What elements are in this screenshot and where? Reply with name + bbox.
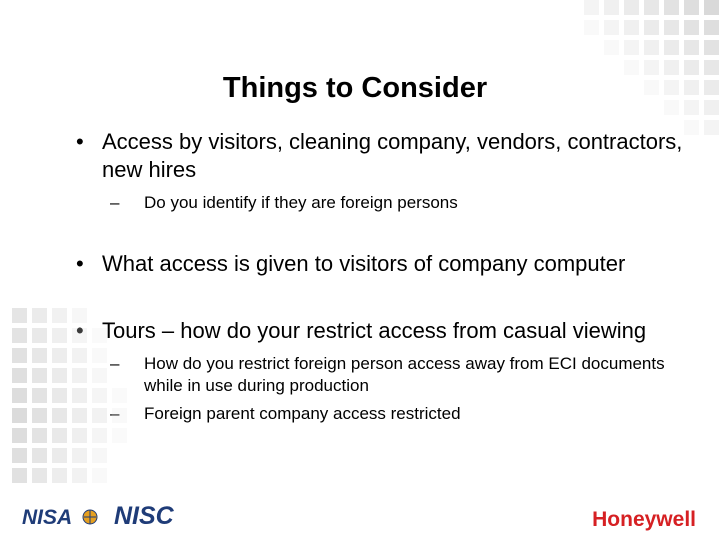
grid-square bbox=[684, 120, 699, 135]
sub-bullet-3-2 bbox=[110, 403, 696, 425]
grid-square bbox=[604, 20, 619, 35]
grid-square bbox=[112, 408, 127, 423]
grid-square bbox=[112, 428, 127, 443]
grid-square bbox=[12, 348, 27, 363]
grid-square bbox=[92, 368, 107, 383]
grid-square bbox=[704, 60, 719, 75]
grid-square bbox=[92, 468, 107, 483]
sub-bullet-marker: – bbox=[110, 404, 120, 423]
grid-square bbox=[52, 468, 67, 483]
grid-square bbox=[72, 388, 87, 403]
bullet-1-text: Access by visitors, cleaning company, vendors, contractors, new hires bbox=[102, 129, 683, 182]
grid-square bbox=[704, 0, 719, 15]
grid-square bbox=[52, 388, 67, 403]
honeywell-logo: Honeywell bbox=[592, 508, 696, 531]
grid-square bbox=[52, 408, 67, 423]
grid-square bbox=[52, 428, 67, 443]
grid-square bbox=[624, 20, 639, 35]
grid-square bbox=[92, 448, 107, 463]
grid-square bbox=[72, 468, 87, 483]
slide-content bbox=[76, 128, 696, 425]
grid-square bbox=[704, 120, 719, 135]
grid-square bbox=[52, 448, 67, 463]
bullet-3 bbox=[76, 317, 696, 345]
grid-square bbox=[664, 40, 679, 55]
grid-square bbox=[12, 368, 27, 383]
sub-bullet-1-1-text: Do you identify if they are foreign persons bbox=[144, 193, 458, 212]
bullet-marker: • bbox=[76, 251, 84, 276]
grid-square bbox=[644, 20, 659, 35]
bullet-marker: • bbox=[76, 129, 84, 154]
grid-square bbox=[112, 388, 127, 403]
grid-square bbox=[32, 368, 47, 383]
bullet-1 bbox=[76, 128, 696, 184]
grid-square bbox=[92, 408, 107, 423]
bullet-2-text: What access is given to visitors of company computer bbox=[102, 251, 626, 276]
grid-square bbox=[72, 308, 87, 323]
grid-square bbox=[52, 308, 67, 323]
grid-square bbox=[644, 0, 659, 15]
grid-square bbox=[52, 368, 67, 383]
grid-square bbox=[624, 60, 639, 75]
grid-square bbox=[32, 388, 47, 403]
grid-square bbox=[72, 408, 87, 423]
sub-bullet-marker: – bbox=[110, 193, 120, 212]
grid-square bbox=[92, 428, 107, 443]
grid-square bbox=[72, 348, 87, 363]
grid-square bbox=[72, 328, 87, 343]
grid-square bbox=[52, 348, 67, 363]
grid-square bbox=[644, 80, 659, 95]
grid-square bbox=[604, 40, 619, 55]
grid-square bbox=[684, 0, 699, 15]
slide-title: Things to Consider bbox=[222, 72, 488, 104]
grid-square bbox=[12, 468, 27, 483]
grid-square bbox=[12, 308, 27, 323]
grid-square bbox=[52, 328, 67, 343]
grid-square bbox=[92, 348, 107, 363]
bullet-marker: • bbox=[76, 318, 84, 343]
nisa-logo: NISA bbox=[22, 506, 73, 529]
grid-square bbox=[32, 468, 47, 483]
grid-square bbox=[12, 448, 27, 463]
grid-square bbox=[12, 328, 27, 343]
grid-square bbox=[624, 0, 639, 15]
grid-square bbox=[704, 40, 719, 55]
grid-square bbox=[32, 408, 47, 423]
sub-bullet-3-1 bbox=[110, 353, 696, 397]
grid-square bbox=[704, 80, 719, 95]
grid-square bbox=[72, 428, 87, 443]
grid-square bbox=[92, 328, 107, 343]
grid-square bbox=[12, 388, 27, 403]
bullet-2 bbox=[76, 250, 696, 278]
grid-square bbox=[684, 40, 699, 55]
grid-square bbox=[644, 40, 659, 55]
grid-square bbox=[32, 348, 47, 363]
grid-square bbox=[12, 408, 27, 423]
sub-bullet-3-1-text: How do you restrict foreign person access away from ECI documents while in use during production bbox=[144, 354, 665, 395]
grid-square bbox=[32, 448, 47, 463]
grid-square bbox=[664, 100, 679, 115]
grid-square bbox=[664, 60, 679, 75]
grid-square bbox=[684, 80, 699, 95]
grid-square bbox=[92, 388, 107, 403]
grid-square bbox=[704, 100, 719, 115]
grid-square bbox=[664, 20, 679, 35]
grid-square bbox=[584, 20, 599, 35]
nisa-globe-icon bbox=[82, 509, 98, 525]
grid-square bbox=[32, 308, 47, 323]
grid-square bbox=[32, 328, 47, 343]
grid-square bbox=[12, 428, 27, 443]
grid-square bbox=[644, 60, 659, 75]
grid-square bbox=[624, 40, 639, 55]
grid-square bbox=[584, 0, 599, 15]
sub-bullet-3-2-text: Foreign parent company access restricted bbox=[144, 404, 461, 423]
sub-bullet-marker: – bbox=[110, 354, 120, 373]
bullet-3-text: Tours – how do your restrict access from casual viewing bbox=[102, 318, 647, 343]
grid-square bbox=[704, 20, 719, 35]
grid-square bbox=[684, 20, 699, 35]
grid-square bbox=[664, 80, 679, 95]
grid-square bbox=[684, 60, 699, 75]
grid-square bbox=[72, 368, 87, 383]
grid-square bbox=[664, 0, 679, 15]
footer-logos bbox=[0, 498, 720, 540]
grid-square bbox=[72, 448, 87, 463]
nisc-logo: NISC bbox=[114, 502, 174, 530]
grid-square bbox=[32, 428, 47, 443]
grid-square bbox=[604, 0, 619, 15]
grid-square bbox=[684, 100, 699, 115]
sub-bullet-1-1 bbox=[110, 192, 696, 214]
